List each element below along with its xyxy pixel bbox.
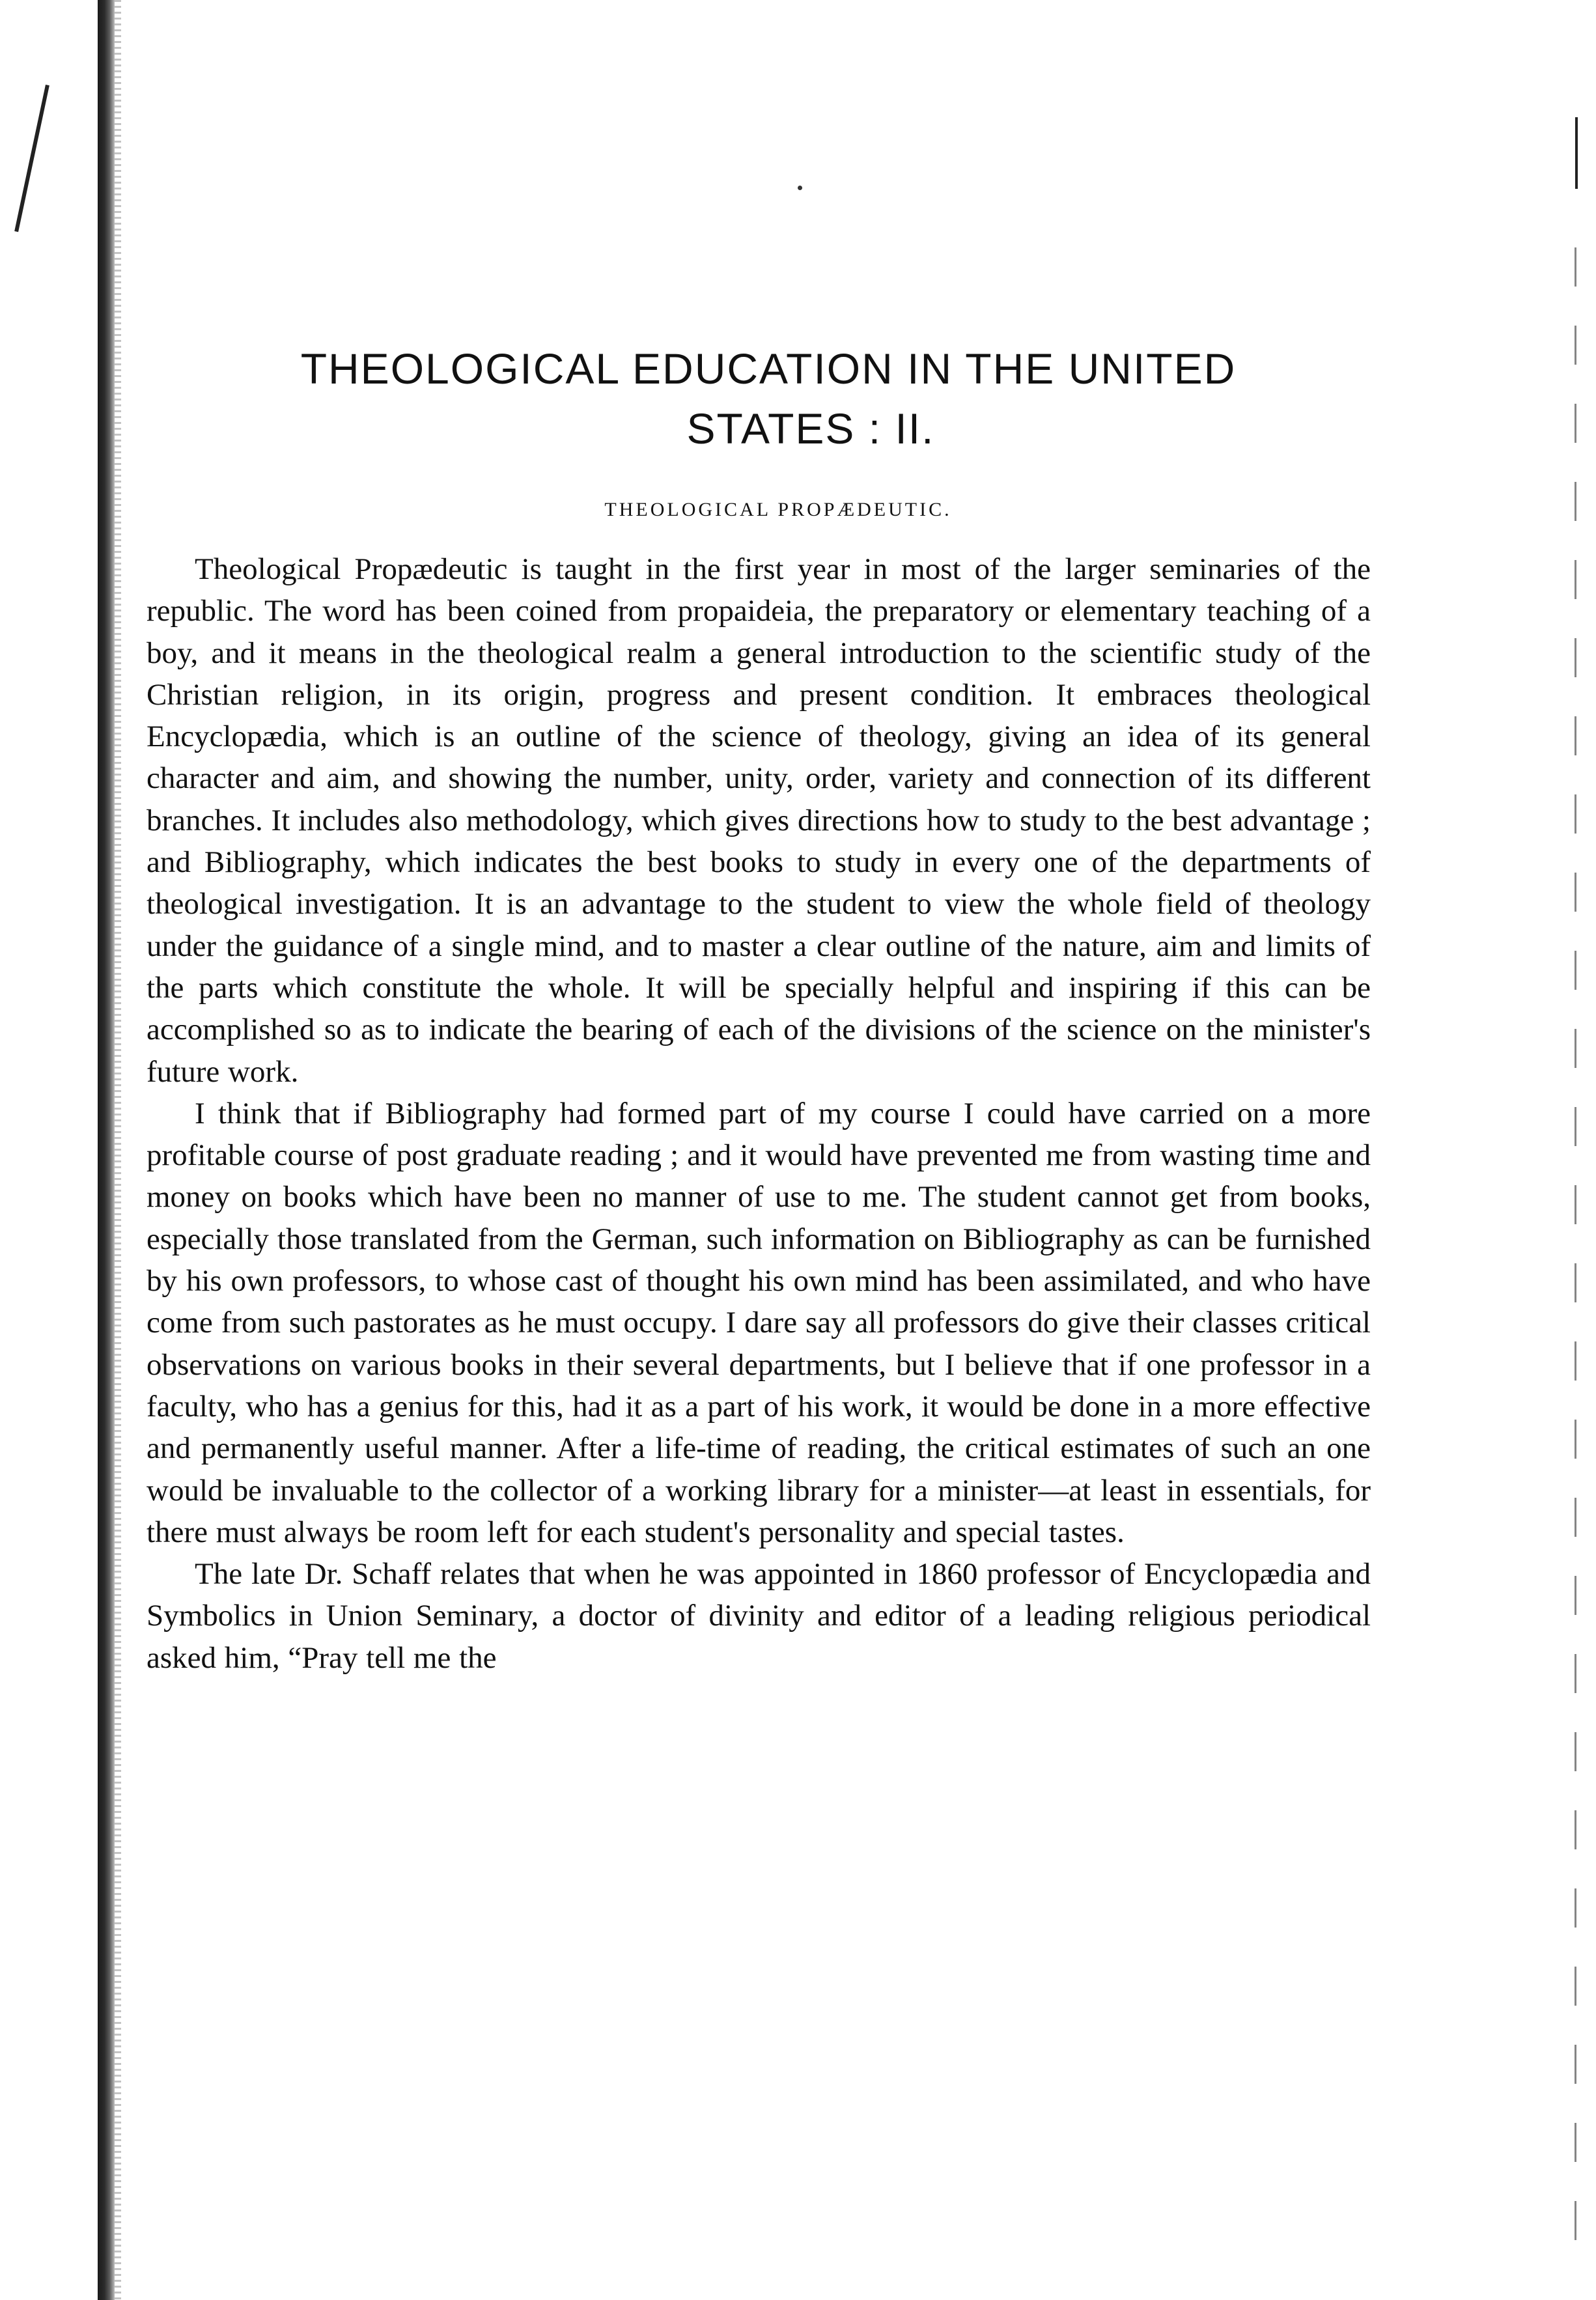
page-binding-edge — [98, 0, 115, 2300]
article-title-line-2: STATES : II. — [686, 404, 935, 453]
page-speck — [798, 186, 802, 190]
section-heading: THEOLOGICAL PROPÆDEUTIC. — [604, 499, 952, 520]
article-body — [147, 548, 1371, 1679]
right-edge-speckle — [1575, 247, 1576, 2266]
article-title-line-1: THEOLOGICAL EDUCATION IN THE UNITED — [300, 344, 1237, 393]
paragraph-3: The late Dr. Schaff relates that when he was appointed in 1860 professor of Encyclopædia and Symbolics in Union Seminary, a doctor of divinity and editor of a leading religious periodical asked him, “Pray tell me the — [147, 1557, 1371, 1675]
article-title — [147, 339, 1371, 458]
margin-pen-mark — [14, 85, 49, 232]
binding-fringe — [115, 0, 121, 2300]
paragraph-2: I think that if Bibliography had formed part of my course I could have carried on a more profitable course of post graduate reading ; and it would have prevented me from wasting time and money on books which have been no manner of use to me. The student cannot get from books, especially those translated from the German, such information on Bibliography as can be furnished by his own professors, to whose cast of thought his own mind has been assimilated, and who have come from such pastorates as he must occupy. I dare say all professors do give their classes critical observations on various books in their several departments, but I believe that if one professor in a faculty, who has a genius for this, had it as a part of his work, it would be done in a more effective and permanently useful manner. After a life-time of reading, the critical estimates of such an one would be invaluable to the collector of a working library for a minister—at least in essentials, for there must always be room left for each student's personality and special tastes. — [147, 1096, 1371, 1549]
paragraph-1: Theological Propædeutic is taught in the first year in most of the larger seminaries of the republic. The word has been coined from propaideia, the preparatory or elementary teaching of a boy, and it means in the theological realm a general introduction to the scientific study of the Christian religion, in its origin, progress and present condition. It embraces theological Encyclopædia, which is an outline of the science of theology, giving an idea of its general character and aim, and showing the number, unity, order, variety and connection of its different branches. It includes also methodology, which gives directions how to study to the best advantage ; and Bibliography, which indicates the best books to study in every one of the departments of theological investigation. It is an advantage to the student to view the whole field of theology under the guidance of a single mind, and to master a clear outline of the nature, aim and limits of the parts which constitute the whole. It will be specially helpful and inspiring if this can be accomplished so as to indicate the bearing of each of the divisions of the science on the minister's future work. — [147, 552, 1371, 1089]
right-edge-mark — [1575, 117, 1578, 189]
page-content — [147, 339, 1371, 1679]
